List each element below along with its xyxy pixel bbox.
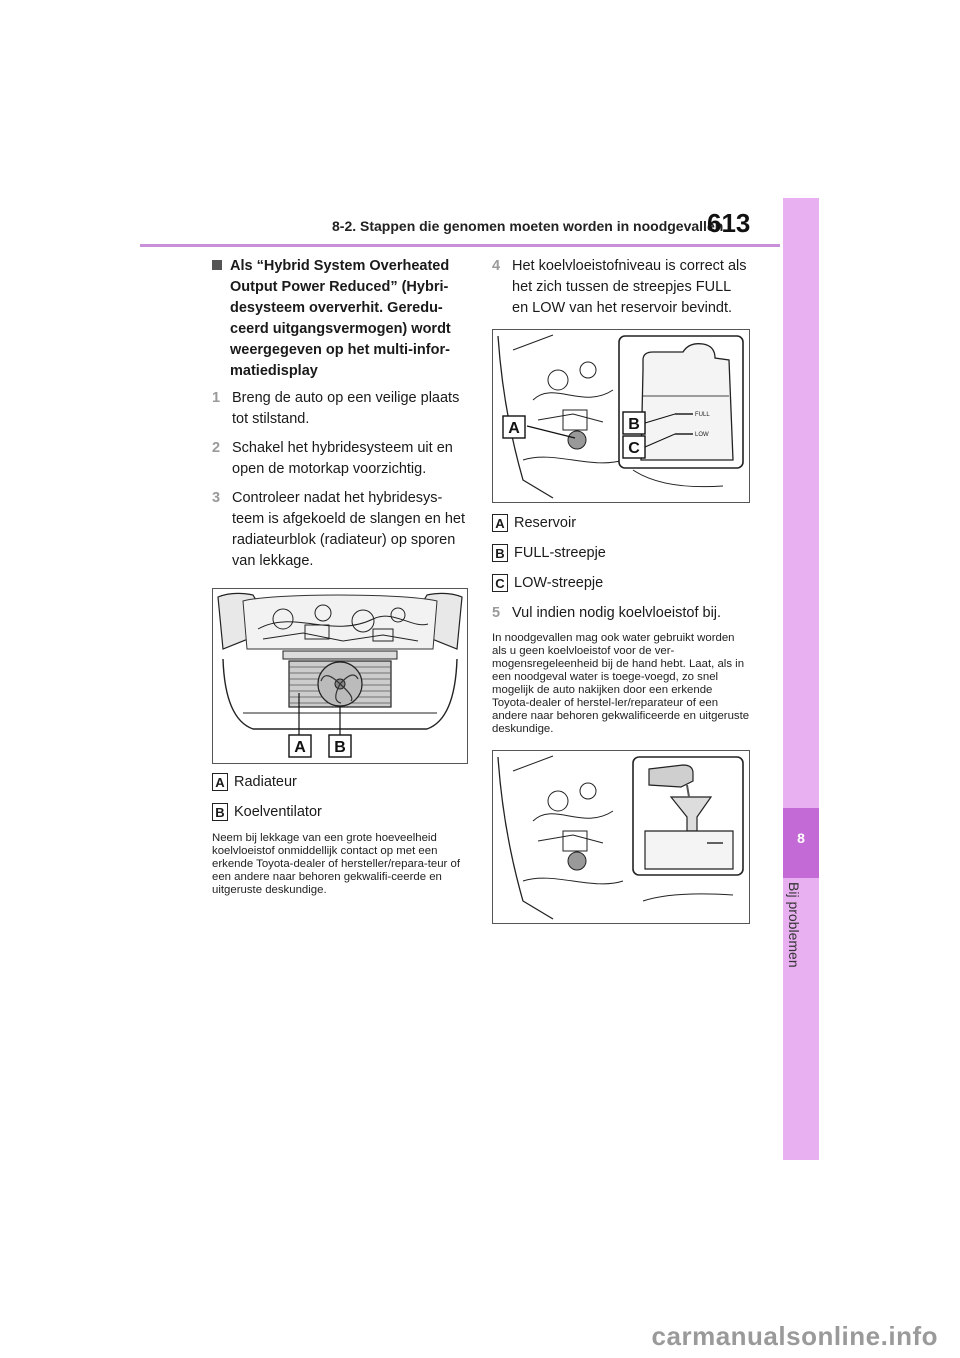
step-1 [212,388,468,430]
legend-text: Radiateur [234,774,297,790]
coolant-refill-illustration [493,751,749,923]
radiator-figure [212,588,468,764]
water-note: In noodgevallen mag ook water gebruikt worden als u geen koelvloeistof voor de ver-mogensregeleenheid bij de hand hebt. Laat, als in een noodgeval water is toege-voegd, zo snel mogelijk de auto nakijken door een erkende Toyota-dealer of herstel-ler/reparateur of een andere naar behoren gekwalificeerde en uitgeruste deskundige. [492,632,750,735]
legend-text: LOW-streepje [514,575,604,591]
refill-figure [492,750,750,924]
legend-key: A [492,514,508,532]
coolant-reservoir-illustration [493,330,749,502]
section-heading-text: Als “Hybrid System Overheated Output Power Reduced” (Hybri-desysteem oververhit. Geredu-ceerd uitgangsvermogen) wordt weergegeven op het multi-infor-matiedisplay [230,258,451,379]
legend-key: B [492,544,508,562]
legend-key: B [212,803,228,821]
legend-item-b [492,543,750,563]
legend-item-b [212,802,468,822]
low-gauge-mark: LOW [695,432,709,438]
legend-item-a [492,513,750,533]
legend-text: FULL-streepje [514,545,606,561]
step-2 [212,438,468,480]
chapter-side-tab [783,198,819,1160]
chapter-number: 8 [797,830,805,846]
section-heading [212,256,468,382]
legend-item-a [212,772,468,792]
step-number: 2 [212,440,221,456]
step-4 [492,256,750,319]
legend-item-c [492,573,750,593]
step-text: Schakel het hybridesysteem uit en open de motorkap voorzichtig. [232,440,453,477]
right-column [492,256,750,924]
step-3 [212,488,468,572]
page-number: 613 [707,208,751,238]
leak-note: Neem bij lekkage van een grote hoeveelheid koelvloeistof onmiddellijk contact op met een erkende Toyota-dealer of hersteller/repara-teur of een andere naar behoren gekwalifi-ceerde en uitgeruste deskundige. [212,832,460,896]
step-number: 5 [492,605,501,621]
step-number: 3 [212,490,221,506]
step-number: 1 [212,390,221,406]
chapter-name: Bij problemen [786,882,802,968]
legend-key: C [492,574,508,592]
figure-callout-b: B [628,416,640,433]
figure-callout-c: C [628,440,640,457]
watermark-url: carmanualsonline.info [651,1321,938,1351]
header-rule [140,244,780,247]
step-text: Vul indien nodig koelvloeistof bij. [512,605,722,621]
legend-text: Koelventilator [234,804,322,820]
legend-key: A [212,773,228,791]
legend-text: Reservoir [514,515,577,531]
full-gauge-mark: FULL [695,412,710,418]
reservoir-figure [492,329,750,503]
left-column [212,256,468,897]
step-text: Het koelvloeistofniveau is correct als het zich tussen de streepjes FULL en LOW van het reservoir bevindt. [512,258,747,316]
step-5 [492,603,750,624]
step-number: 4 [492,258,501,274]
figure-callout-b: B [334,739,346,756]
step-text: Controleer nadat het hybridesys-teem is afgekoeld de slangen en het radiateurblok (radiateur) op sporen van lekkage. [232,490,465,569]
square-bullet-icon [212,260,222,270]
section-title: 8-2. Stappen die genomen moeten worden in noodgevallen [332,218,724,234]
engine-bay-radiator-illustration [213,589,467,763]
figure-callout-a: A [294,739,306,756]
step-text: Breng de auto op een veilige plaats tot stilstand. [232,390,460,427]
figure-callout-a: A [508,420,520,437]
